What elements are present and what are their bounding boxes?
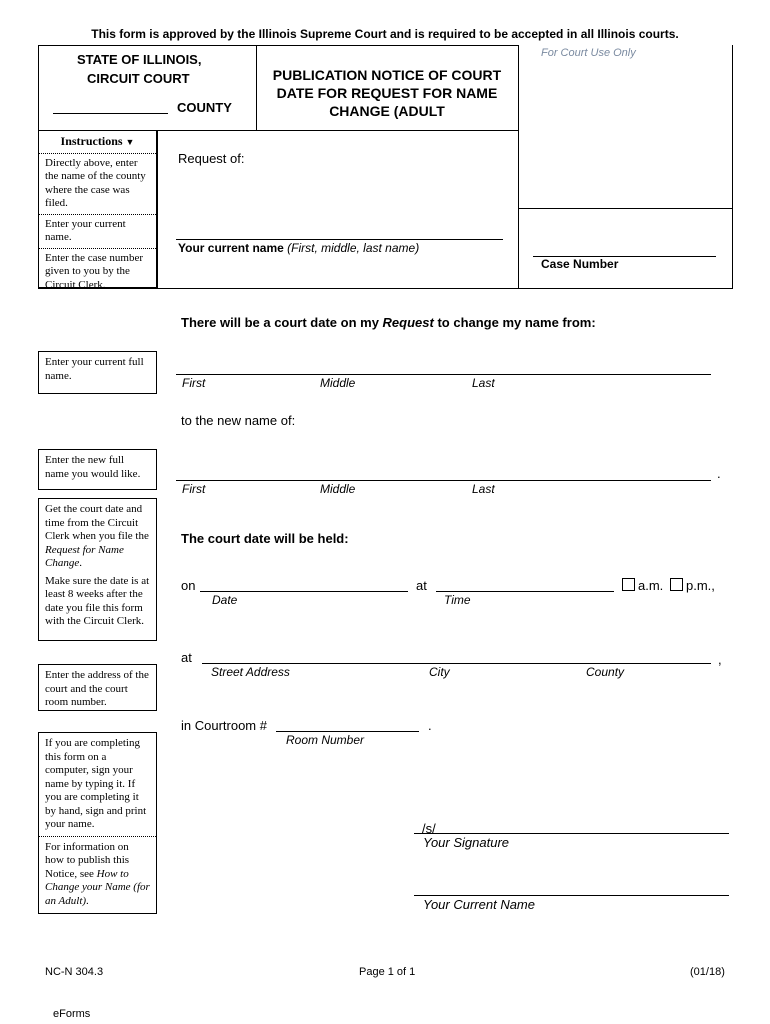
new-first-label: First [182,482,206,496]
new-name-instruction: Enter the new full name you would like. [38,449,157,490]
form-title-line-1: PUBLICATION NOTICE OF COURT [272,67,502,83]
new-middle-label: Middle [320,482,356,496]
time-label: Time [444,593,471,607]
am-label: a.m. [638,578,664,593]
city-label: City [429,665,450,679]
triangle-down-icon: ▼ [125,137,135,147]
court-date-note-text: Get the court date and time from the Circuit Clerk when you file the [45,503,149,542]
instructions-divider [157,130,158,288]
courtroom-label: in Courtroom # [181,718,267,733]
signature-label: Your Signature [423,835,510,850]
form-title [256,66,518,120]
pm-label: p.m., [686,578,715,593]
at-address-label: at [181,650,192,665]
new-name-label: to the new name of: [181,413,296,428]
county-field-label: County [586,665,625,679]
instructions-panel [38,130,157,291]
full-name-instruction: Enter your current full name. [38,351,157,394]
date-label: Date [212,593,238,607]
court-use-right-border [732,45,733,288]
publish-note [45,841,150,909]
court-use-label: For Court Use Only [541,47,636,59]
case-number-instruction: Enter the case number given to you by the Circuit Clerk. [39,248,156,296]
court-use-bottom-border [518,208,732,209]
county-label: COUNTY [177,100,232,115]
statement-suffix: to change my name from: [433,315,596,330]
county-name-field[interactable] [53,113,168,114]
date-field[interactable] [200,591,408,592]
new-last-label: Last [472,482,495,496]
address-comma: , [718,652,722,667]
eforms-label: eForms [53,1008,91,1020]
court-date-note-end: . [79,557,82,569]
date-rule-note: Make sure the date is at least 8 weeks after the date you file this form with the Circuit Clerk. [45,574,150,627]
county-instruction: Directly above, enter the name of the county where the case was filed. [45,156,146,209]
instructions-heading[interactable] [39,131,156,154]
room-number-label: Room Number [286,733,365,747]
current-name-caption [178,241,419,255]
street-address-label: Street Address [211,665,290,679]
court-label: CIRCUIT COURT [87,71,190,86]
current-last-label: Last [472,376,495,390]
publish-note-text: For information on how to publish this Notice, see [45,840,130,880]
change-statement [181,315,596,330]
state-label: STATE OF ILLINOIS, [77,52,202,67]
court-date-note-request: Request for Name Change [45,543,124,569]
court-date-note [45,503,150,571]
court-date-heading: The court date will be held: [181,531,349,546]
signature-field[interactable] [414,833,729,834]
current-name-label: Your current name [178,241,284,255]
current-name-instruction: Enter your current name. [39,214,156,248]
publish-note-guide: How to Change your Name (for an Adult) [45,867,150,907]
court-address-field[interactable] [202,663,711,664]
current-first-label: First [182,376,206,390]
case-number-label: Case Number [541,257,619,271]
court-use-divider [518,45,519,288]
current-middle-label: Middle [320,376,356,390]
form-title-line-2: DATE FOR REQUEST FOR NAME [276,85,498,101]
current-name-hint: (First, middle, last name) [287,241,420,255]
new-full-name-field[interactable] [176,480,711,481]
court-date-instruction [38,498,157,641]
current-full-name-field[interactable] [176,374,711,375]
publish-note-end: . [86,894,89,907]
form-title-line-3: CHANGE (ADULT [329,103,445,119]
on-label: on [181,578,196,593]
pm-checkbox[interactable] [670,578,683,591]
signature-prefix: /s/ [422,821,436,836]
instructions-heading-label: Instructions [60,134,123,148]
am-checkbox[interactable] [622,578,635,591]
header-top-border [38,45,518,46]
room-number-field[interactable] [276,731,419,732]
current-name-print-label: Your Current Name [423,897,535,912]
header-left-border [38,45,39,130]
request-of-label: Request of: [178,151,245,166]
current-name-print-field[interactable] [414,895,729,896]
approval-notice: This form is approved by the Illinois Supreme Court and is required to be accepted in all Illinois courts. [91,27,679,41]
statement-prefix: There will be a court date on my [181,315,383,330]
statement-request: Request [382,315,434,330]
address-instruction: Enter the address of the court and the court room number. [38,664,157,711]
new-name-period: . [717,466,721,481]
sign-note: If you are completing this form on a computer, sign your name by typing it. If you are completing it by hand, sign and print your name. [45,737,147,830]
current-name-field[interactable] [176,239,503,240]
courtroom-period: . [428,718,432,733]
page-number: Page 1 of 1 [359,966,416,978]
instruction-separator [39,836,156,837]
at-time-label: at [416,578,427,593]
revision-date: (01/18) [690,966,725,978]
signature-instruction [38,732,157,914]
form-code: NC-N 304.3 [45,966,104,978]
time-field[interactable] [436,591,614,592]
